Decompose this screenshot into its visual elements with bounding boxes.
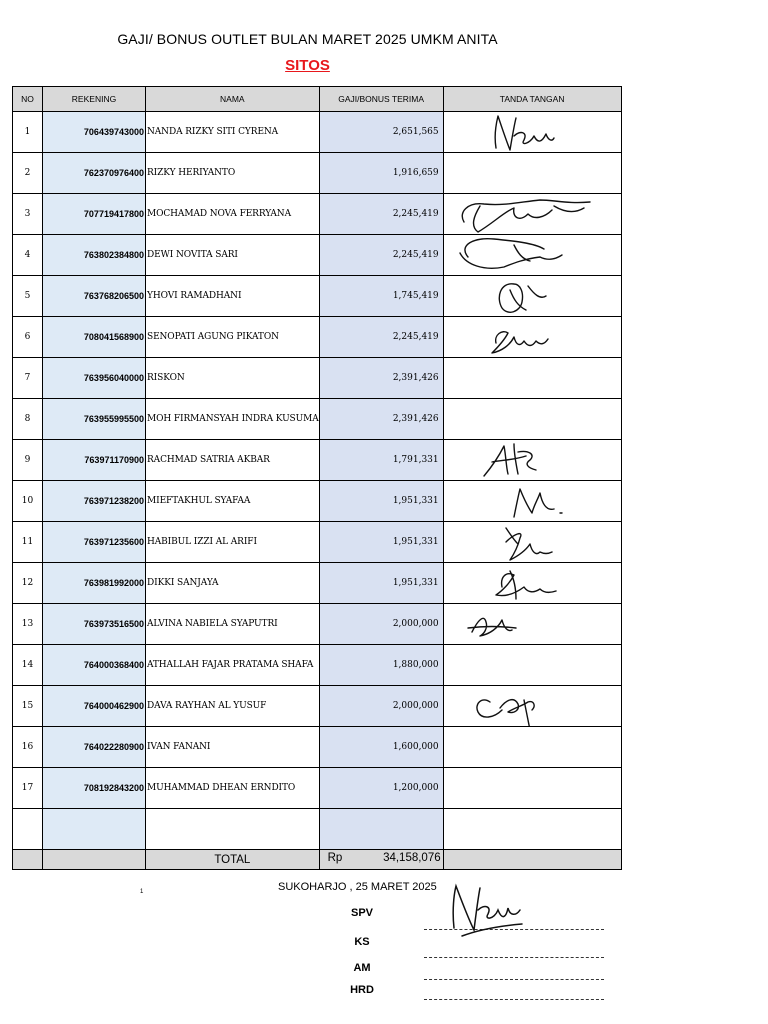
table-row bbox=[13, 604, 622, 645]
place-date: SUKOHARJO , 25 MARET 2025 bbox=[278, 881, 437, 893]
rekening-cell: 763768206500 bbox=[43, 276, 146, 317]
total-amount-cell bbox=[319, 850, 443, 870]
rekening-cell: 763973516500 bbox=[43, 604, 146, 645]
no-cell: 15 bbox=[13, 686, 43, 727]
total-spacer bbox=[13, 850, 43, 870]
rekening-cell: 763955995500 bbox=[43, 399, 146, 440]
rekening-cell: 763802384800 bbox=[43, 235, 146, 276]
total-value: 34,158,076 bbox=[383, 852, 441, 864]
signature-line-hrd bbox=[424, 999, 604, 1000]
signature-cell bbox=[443, 481, 621, 522]
signature-cell bbox=[443, 358, 621, 399]
header-nama: NAMA bbox=[146, 87, 320, 112]
no-cell: 1 bbox=[13, 112, 43, 153]
signature-scribble bbox=[444, 112, 622, 152]
gaji-cell: 2,245,419 bbox=[319, 317, 443, 358]
role-spv: SPV bbox=[350, 907, 373, 919]
signature-scribble bbox=[444, 481, 622, 521]
no-cell: 6 bbox=[13, 317, 43, 358]
gaji-cell: 2,245,419 bbox=[319, 194, 443, 235]
blank-cell bbox=[443, 809, 621, 850]
page-number: 1 bbox=[140, 889, 144, 895]
table-row bbox=[13, 153, 622, 194]
no-cell: 3 bbox=[13, 194, 43, 235]
total-label: TOTAL bbox=[146, 850, 320, 870]
gaji-cell: 2,391,426 bbox=[319, 358, 443, 399]
table-row bbox=[13, 727, 622, 768]
nama-cell: RISKON bbox=[146, 358, 320, 399]
blank-row bbox=[13, 809, 622, 850]
signature-cell bbox=[443, 194, 621, 235]
nama-cell: SENOPATI AGUNG PIKATON bbox=[146, 317, 320, 358]
nama-cell: MOCHAMAD NOVA FERRYANA bbox=[146, 194, 320, 235]
rekening-cell: 764000462900 bbox=[43, 686, 146, 727]
gaji-cell: 1,600,000 bbox=[319, 727, 443, 768]
signature-cell bbox=[443, 317, 621, 358]
no-cell: 13 bbox=[13, 604, 43, 645]
table-row bbox=[13, 276, 622, 317]
signature-cell bbox=[443, 686, 621, 727]
document-title: GAJI/ BONUS OUTLET BULAN MARET 2025 UMKM ANITA bbox=[117, 31, 498, 47]
signature-scribble bbox=[444, 317, 622, 357]
no-cell: 11 bbox=[13, 522, 43, 563]
header-rekening: REKENING bbox=[43, 87, 146, 112]
rekening-cell: 763981992000 bbox=[43, 563, 146, 604]
rekening-cell: 763971170900 bbox=[43, 440, 146, 481]
nama-cell: ATHALLAH FAJAR PRATAMA SHAFA bbox=[146, 645, 320, 686]
gaji-cell: 1,200,000 bbox=[319, 768, 443, 809]
table-row bbox=[13, 481, 622, 522]
payroll-table bbox=[12, 86, 622, 870]
signature-cell bbox=[443, 276, 621, 317]
rekening-cell: 762370976400 bbox=[43, 153, 146, 194]
no-cell: 17 bbox=[13, 768, 43, 809]
table-row bbox=[13, 194, 622, 235]
table-row bbox=[13, 645, 622, 686]
no-cell: 9 bbox=[13, 440, 43, 481]
no-cell: 8 bbox=[13, 399, 43, 440]
role-hrd: HRD bbox=[350, 984, 374, 996]
signature-scribble bbox=[444, 440, 622, 480]
gaji-cell: 1,951,331 bbox=[319, 481, 443, 522]
spv-signature bbox=[448, 880, 528, 940]
gaji-cell: 1,951,331 bbox=[319, 563, 443, 604]
gaji-cell: 2,000,000 bbox=[319, 604, 443, 645]
gaji-cell: 1,916,659 bbox=[319, 153, 443, 194]
rekening-cell: 763971235600 bbox=[43, 522, 146, 563]
rekening-cell: 763956040000 bbox=[43, 358, 146, 399]
signature-scribble bbox=[444, 563, 622, 603]
rekening-cell: 763971238200 bbox=[43, 481, 146, 522]
header-tanda-tangan: TANDA TANGAN bbox=[443, 87, 621, 112]
total-spacer bbox=[443, 850, 621, 870]
nama-cell: DEWI NOVITA SARI bbox=[146, 235, 320, 276]
no-cell: 7 bbox=[13, 358, 43, 399]
gaji-cell: 2,391,426 bbox=[319, 399, 443, 440]
gaji-cell: 1,951,331 bbox=[319, 522, 443, 563]
table-row bbox=[13, 686, 622, 727]
rekening-cell: 764000368400 bbox=[43, 645, 146, 686]
nama-cell: MUHAMMAD DHEAN ERNDITO bbox=[146, 768, 320, 809]
blank-cell bbox=[319, 809, 443, 850]
table-header-row bbox=[13, 87, 622, 112]
table-row bbox=[13, 358, 622, 399]
signature-scribble bbox=[444, 235, 622, 275]
nama-cell: DIKKI SANJAYA bbox=[146, 563, 320, 604]
nama-cell: MOH FIRMANSYAH INDRA KUSUMA bbox=[146, 399, 320, 440]
nama-cell: HABIBUL IZZI AL ARIFI bbox=[146, 522, 320, 563]
total-currency: Rp bbox=[327, 852, 343, 864]
nama-cell: DAVA RAYHAN AL YUSUF bbox=[146, 686, 320, 727]
rekening-cell: 708041568900 bbox=[43, 317, 146, 358]
signature-cell bbox=[443, 440, 621, 481]
signature-cell bbox=[443, 604, 621, 645]
signature-cell bbox=[443, 153, 621, 194]
table-row bbox=[13, 317, 622, 358]
blank-cell bbox=[43, 809, 146, 850]
signature-scribble bbox=[444, 276, 622, 316]
signature-cell bbox=[443, 727, 621, 768]
signature-cell bbox=[443, 645, 621, 686]
total-row bbox=[13, 850, 622, 870]
signature-cell bbox=[443, 112, 621, 153]
nama-cell: ALVINA NABIELA SYAPUTRI bbox=[146, 604, 320, 645]
blank-cell bbox=[146, 809, 320, 850]
nama-cell: RACHMAD SATRIA AKBAR bbox=[146, 440, 320, 481]
rekening-cell: 764022280900 bbox=[43, 727, 146, 768]
table-row bbox=[13, 235, 622, 276]
signature-line-ks bbox=[424, 957, 604, 958]
nama-cell: MIEFTAKHUL SYAFAA bbox=[146, 481, 320, 522]
nama-cell: NANDA RIZKY SITI CYRENA bbox=[146, 112, 320, 153]
nama-cell: RIZKY HERIYANTO bbox=[146, 153, 320, 194]
signature-scribble bbox=[444, 194, 622, 234]
signature-cell bbox=[443, 235, 621, 276]
gaji-cell: 2,245,419 bbox=[319, 235, 443, 276]
rekening-cell: 708192843200 bbox=[43, 768, 146, 809]
gaji-cell: 2,000,000 bbox=[319, 686, 443, 727]
no-cell: 12 bbox=[13, 563, 43, 604]
gaji-cell: 1,791,331 bbox=[319, 440, 443, 481]
table-row bbox=[13, 112, 622, 153]
no-cell: 14 bbox=[13, 645, 43, 686]
signature-cell bbox=[443, 768, 621, 809]
table-row bbox=[13, 522, 622, 563]
signature-cell bbox=[443, 522, 621, 563]
table-row bbox=[13, 563, 622, 604]
header-gaji: GAJI/BONUS TERIMA bbox=[319, 87, 443, 112]
no-cell: 5 bbox=[13, 276, 43, 317]
signature-scribble bbox=[444, 522, 622, 562]
no-cell: 10 bbox=[13, 481, 43, 522]
gaji-cell: 2,651,565 bbox=[319, 112, 443, 153]
header-no: NO bbox=[13, 87, 43, 112]
table-row bbox=[13, 399, 622, 440]
nama-cell: YHOVI RAMADHANI bbox=[146, 276, 320, 317]
outlet-name: SITOS bbox=[285, 57, 330, 74]
role-ks: KS bbox=[354, 936, 370, 948]
total-spacer bbox=[43, 850, 146, 870]
rekening-cell: 706439743000 bbox=[43, 112, 146, 153]
table-row bbox=[13, 440, 622, 481]
signature-cell bbox=[443, 563, 621, 604]
signature-scribble bbox=[444, 686, 622, 726]
blank-cell bbox=[13, 809, 43, 850]
nama-cell: IVAN FANANI bbox=[146, 727, 320, 768]
no-cell: 2 bbox=[13, 153, 43, 194]
table-row bbox=[13, 768, 622, 809]
role-am: AM bbox=[353, 962, 371, 974]
signature-cell bbox=[443, 399, 621, 440]
no-cell: 16 bbox=[13, 727, 43, 768]
no-cell: 4 bbox=[13, 235, 43, 276]
signature-line-am bbox=[424, 979, 604, 980]
rekening-cell: 707719417800 bbox=[43, 194, 146, 235]
signature-scribble bbox=[444, 604, 622, 644]
gaji-cell: 1,745,419 bbox=[319, 276, 443, 317]
gaji-cell: 1,880,000 bbox=[319, 645, 443, 686]
